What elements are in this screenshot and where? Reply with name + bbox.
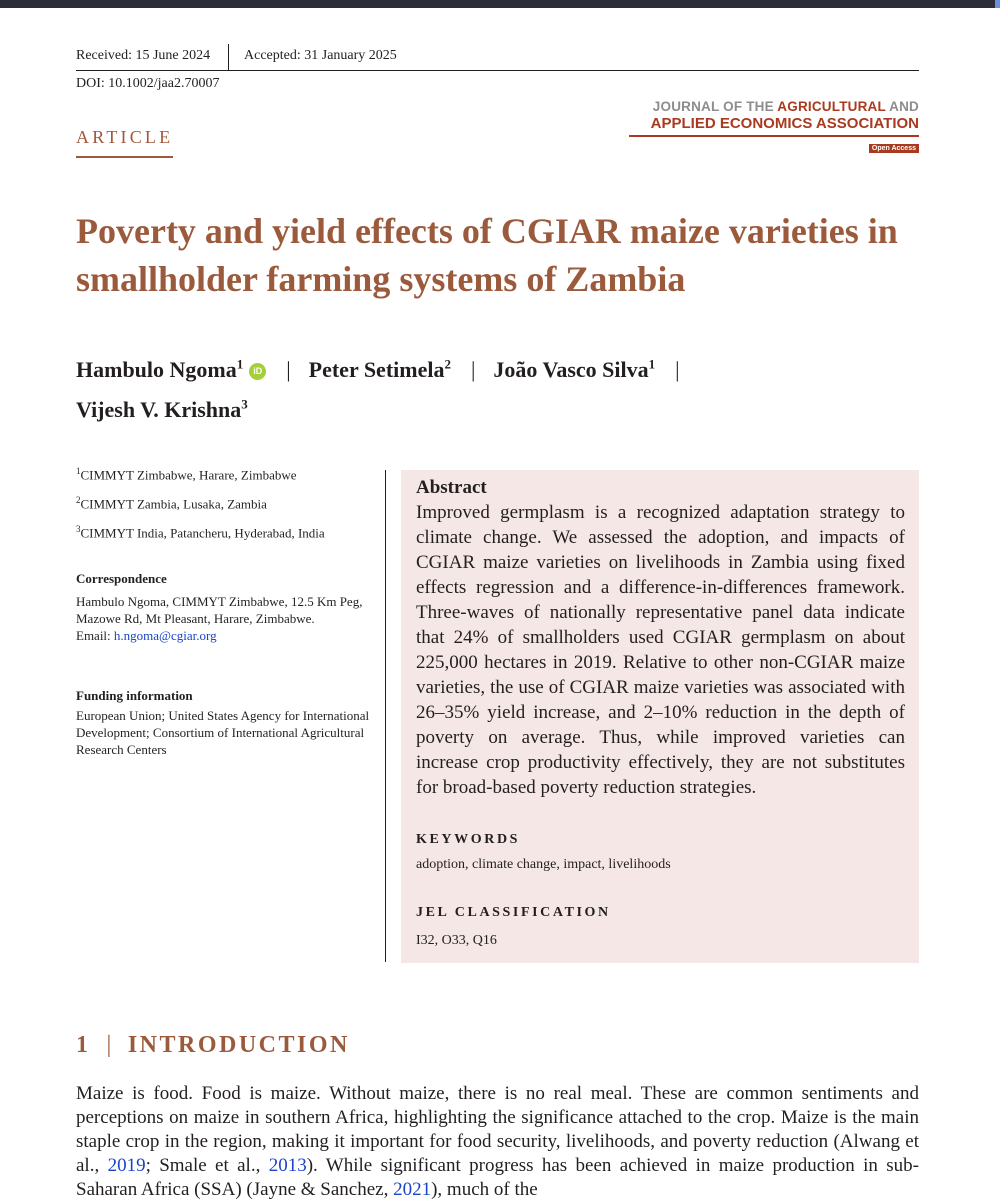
author-separator: | bbox=[675, 357, 680, 383]
author-list bbox=[76, 348, 936, 427]
affiliation: $^3$CIMMYT India, Patancheru, Hyderabad, India bbox=[76, 524, 325, 541]
citation-link[interactable]: 2019 bbox=[107, 1155, 146, 1176]
open-access-badge: Open Access bbox=[869, 144, 919, 153]
affiliation: $^1$CIMMYT Zimbabwe, Harare, Zimbabwe bbox=[76, 466, 297, 483]
orcid-icon[interactable]: iD bbox=[249, 363, 266, 380]
correspondence-email-link[interactable]: h.ngoma@cgiar.org bbox=[113, 628, 217, 643]
abstract-box bbox=[401, 470, 919, 963]
abstract-heading: Abstract bbox=[416, 477, 487, 498]
doi[interactable]: DOI: 10.1002/jaa2.70007 bbox=[76, 76, 220, 91]
top-bar bbox=[0, 0, 1000, 8]
dates-divider bbox=[228, 44, 229, 70]
section-separator: | bbox=[106, 1032, 114, 1058]
author-name[interactable]: Hambulo Ngoma$^1$ bbox=[76, 357, 244, 383]
journal-logo-line2: APPLIED ECONOMICS ASSOCIATION bbox=[629, 115, 919, 137]
correspondence-text: Hambulo Ngoma, CIMMYT Zimbabwe, 12.5 Km Peg, Mazowe Rd, Mt Pleasant, Harare, Zimbabwe. Email: h.ngoma@cgiar.org bbox=[76, 594, 363, 643]
correspondence-heading: Correspondence bbox=[76, 571, 167, 586]
keywords-heading: KEYWORDS bbox=[416, 832, 521, 847]
author-name[interactable]: Vijesh V. Krishna$^3$ bbox=[76, 396, 248, 422]
section-heading bbox=[76, 1032, 350, 1059]
journal-logo-line1: JOURNAL OF THE AGRICULTURAL AND bbox=[652, 99, 919, 114]
intro-paragraph: Maize is food. Food is maize. Without maize, there is no real meal. These are common sentiments and perceptions on maize in southern Africa, highlighting the significance attached to the crop. Maize is the main staple crop in the region, making it important for food security, livelihoods, and poverty reduction (Alwang et al., 2019; Smale et al., 2013). While significant progress has been achieved in maize production in sub-Saharan Africa (SSA) (Jayne & Sanchez, 2021), much of the bbox=[76, 1083, 919, 1200]
accepted-date: Accepted: 31 January 2025 bbox=[244, 48, 397, 63]
author-separator: | bbox=[470, 357, 476, 383]
affiliation: $^2$CIMMYT Zambia, Lusaka, Zambia bbox=[76, 495, 267, 512]
jel-text: I32, O33, Q16 bbox=[416, 933, 497, 948]
article-type-label: ARTICLE bbox=[76, 127, 173, 158]
funding-text: European Union; United States Agency for International Development; Consortium of International Agricultural Research Centers bbox=[76, 708, 370, 757]
journal-logo[interactable] bbox=[629, 99, 919, 155]
section-number: 1 bbox=[76, 1032, 91, 1058]
dates-line bbox=[76, 44, 919, 71]
keywords-text: adoption, climate change, impact, livelihoods bbox=[416, 857, 671, 872]
received-date: Received: 15 June 2024 bbox=[76, 48, 211, 63]
citation-link[interactable]: 2021 bbox=[393, 1179, 432, 1200]
author-separator: | bbox=[286, 357, 291, 383]
author-name[interactable]: Peter Setimela$^2$ bbox=[308, 357, 451, 383]
citation-link[interactable]: 2013 bbox=[268, 1155, 307, 1176]
section-title: INTRODUCTION bbox=[127, 1032, 350, 1058]
abstract-text: Improved germplasm is a recognized adaptation strategy to climate change. We assessed the adoption, and impacts of CGIAR maize varieties on livelihoods in Zambia using fixed effects regression and a difference-in-differences framework. Three-waves of nationally representative panel data indicate that 24% of smallholders used CGIAR germplasm on about 225,000 hectares in 2019. Relative to other non-CGIAR maize varieties, the use of CGIAR maize varieties was associated with 26–35% yield increase, and 2–10% reduction in the depth of poverty on average. Thus, while improved varieties can increase crop productivity effectively, they are not substitutes for broad-based poverty reduction strategies. bbox=[416, 502, 905, 798]
author-name[interactable]: João Vasco Silva$^1$ bbox=[493, 357, 656, 383]
funding-heading: Funding information bbox=[76, 688, 193, 703]
column-divider bbox=[385, 470, 386, 962]
article-title: Poverty and yield effects of CGIAR maize varieties in smallholder farming systems of Zambia bbox=[76, 211, 898, 299]
jel-heading: JEL CLASSIFICATION bbox=[416, 905, 611, 920]
top-bar-accent bbox=[995, 0, 1000, 8]
